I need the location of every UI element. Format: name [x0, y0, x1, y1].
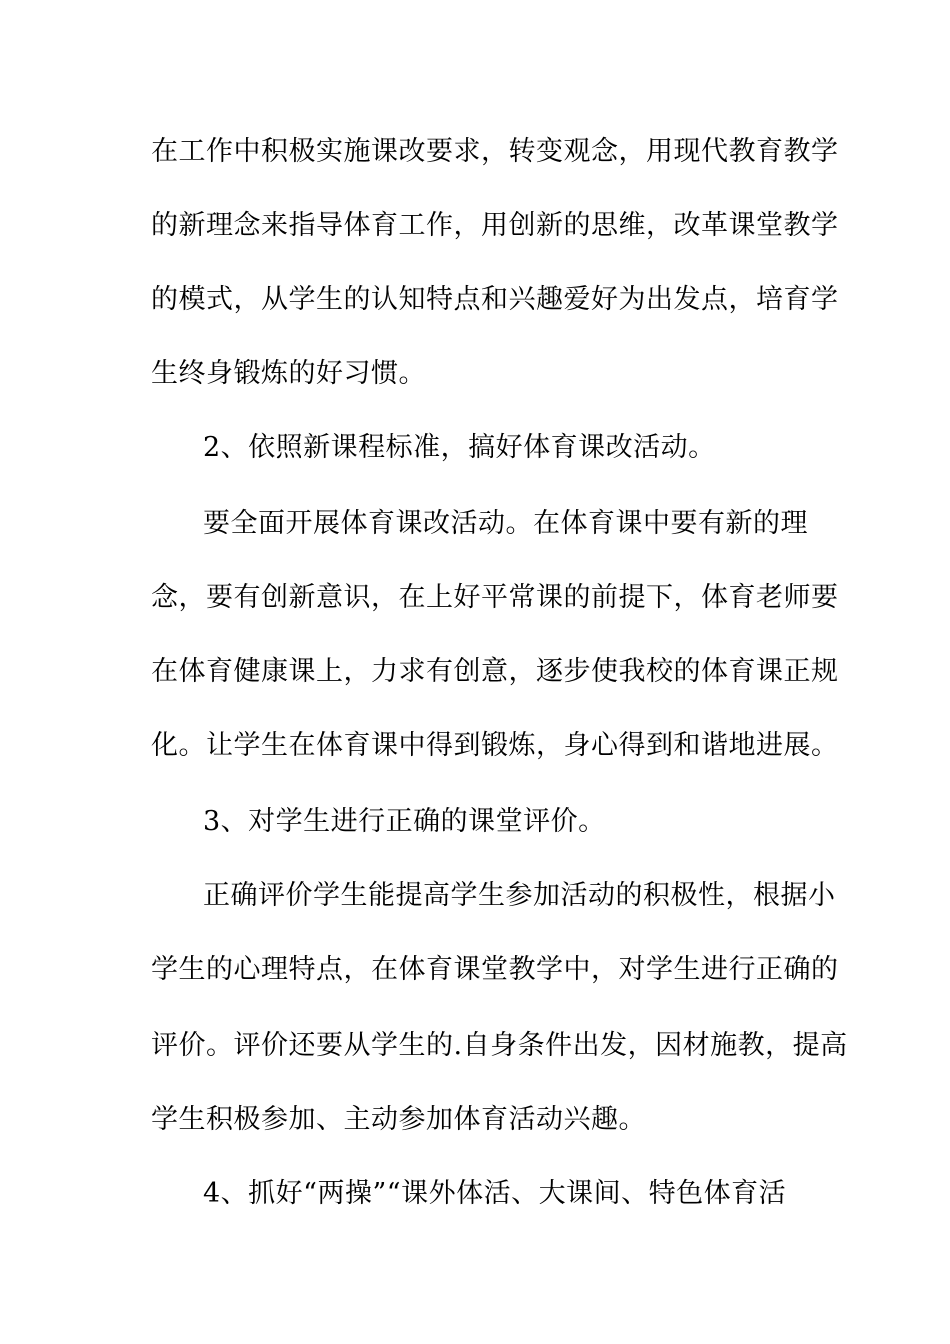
text-line: 的模式，从学生的认知特点和兴趣爱好为出发点，培育学 — [151, 284, 839, 315]
text-line: 念，要有创新意识，在上好平常课的前提下，体育老师要 — [151, 582, 839, 613]
text-line: 的新理念来指导体育工作，用创新的思维，改革课堂教学 — [151, 210, 839, 241]
text-line: 在工作中积极实施课改要求，转变观念，用现代教育教学 — [151, 136, 839, 167]
text-line: 在体育健康课上，力求有创意，逐步使我校的体育课正规 — [151, 656, 839, 687]
section-heading: 4、抓好“两操”“课外体活、大课间、特色体育活 — [203, 1178, 787, 1209]
text-line: 正确评价学生能提高学生参加活动的积极性，根据小 — [203, 880, 836, 911]
text-line: 化。让学生在体育课中得到锻炼，身心得到和谐地进展。 — [151, 730, 839, 761]
section-heading: 2、依照新课程标准，搞好体育课改活动。 — [203, 432, 716, 463]
text-line: 学生的心理特点，在体育课堂教学中，对学生进行正确的 — [151, 954, 839, 985]
text-line: 生终身锻炼的好习惯。 — [151, 358, 426, 389]
text-line: 学生积极参加、主动参加体育活动兴趣。 — [151, 1104, 646, 1135]
text-line: 评价。评价还要从学生的.自身条件出发，因材施教，提高 — [151, 1030, 848, 1061]
section-heading: 3、对学生进行正确的课堂评价。 — [203, 806, 606, 837]
text-line: 要全面开展体育课改活动。在体育课中要有新的理 — [203, 508, 808, 539]
